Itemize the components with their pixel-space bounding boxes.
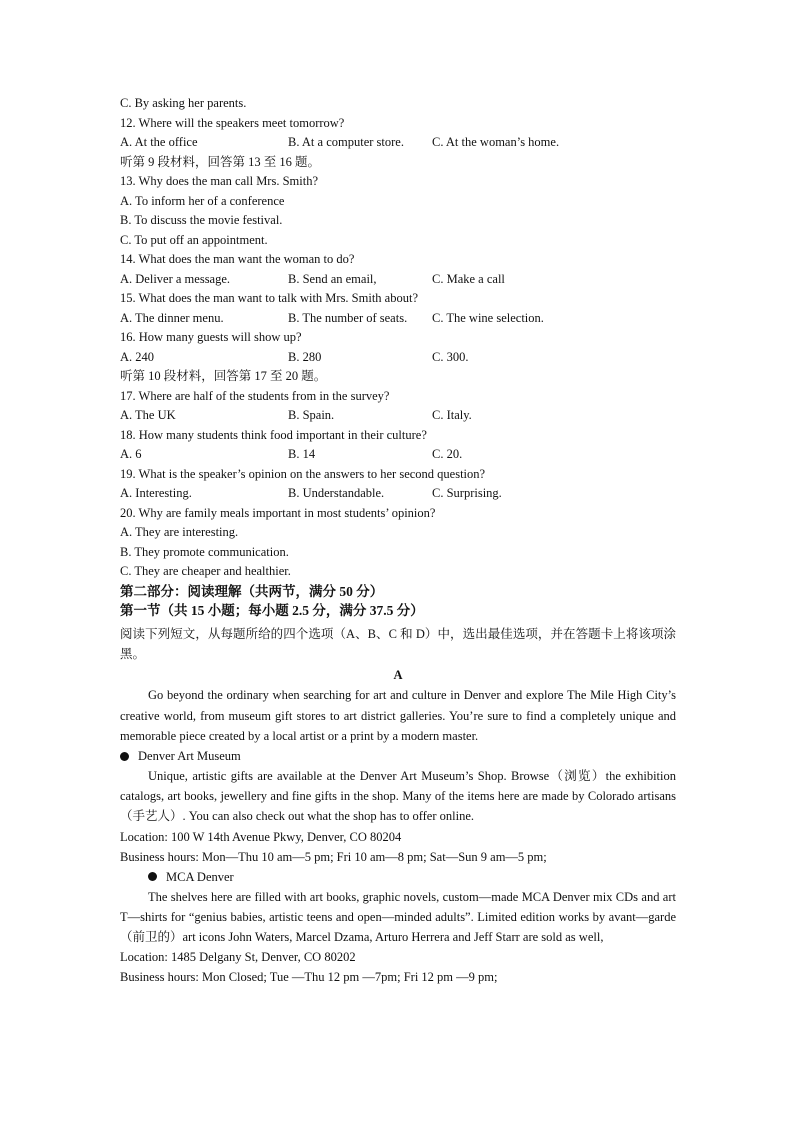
q13-option-b: B. To discuss the movie festival. — [120, 213, 283, 227]
page-content — [120, 94, 676, 987]
q15-options — [120, 309, 676, 329]
museum-location: Location: 100 W 14th Avenue Pkwy, Denver, CO 80204 — [120, 829, 402, 844]
section-1-title: 第一节（共 15 小题；每小题 2.5 分，满分 37.5 分） — [120, 603, 424, 618]
q11-option-c: C. By asking her parents. — [120, 96, 247, 110]
section-10-heading: 听第 10 段材料，回答第 17 至 20 题。 — [120, 369, 327, 383]
bullet-icon — [120, 752, 129, 761]
q20-option-a: A. They are interesting. — [120, 525, 239, 539]
q15-question: 15. What does the man want to talk with Mrs. Smith about? — [120, 291, 418, 305]
q13-question: 13. Why does the man call Mrs. Smith? — [120, 174, 319, 188]
q18-option-a: A. 6 — [120, 447, 142, 461]
q13-option-c: C. To put off an appointment. — [120, 232, 268, 247]
q16-question: 16. How many guests will show up? — [120, 330, 302, 344]
q20-question: 20. Why are family meals important in most students’ opinion? — [120, 505, 436, 520]
q15-option-b: B. The number of seats. — [288, 310, 408, 325]
passage-intro: Go beyond the ordinary when searching for art and culture in Denver and explore The Mile High City’s creative world, from museum gift stores to art district galleries. You’re sure to find a completely unique and memorable piece created by a local artist or a print by a modern master. — [120, 688, 676, 743]
mca-name: MCA Denver — [166, 869, 234, 884]
q20-option-b: B. They promote communication. — [120, 544, 289, 559]
denver-art-museum-heading — [120, 746, 676, 766]
q14-options — [120, 270, 676, 290]
q20-option-c: C. They are cheaper and healthier. — [120, 564, 291, 578]
q18-question: 18. How many students think food important in their culture? — [120, 427, 427, 442]
museum-description: Unique, artistic gifts are available at the Denver Art Museum’s Shop. Browse（浏览）the exhibition catalogs, art books, jewellery and fine gifts in the shop. Many of the items here are made by Colorado artisans（手艺人）. You can also check out what the shop has to offer online. — [120, 769, 676, 824]
q16-option-a: A. 240 — [120, 349, 155, 364]
part-2-title: 第二部分：阅读理解（共两节，满分 50 分） — [120, 583, 384, 599]
q12-option-b: B. At a computer store. — [288, 135, 404, 149]
q14-option-a: A. Deliver a message. — [120, 271, 231, 286]
mca-description: The shelves here are filled with art books, graphic novels, custom—made MCA Denver mix CDs and art T—shirts for “genius babies, artistic teens and open—minded adults”. Limited edition works by avant—garde（前卫的）art icons John Waters, Marcel Dzama, Arturo Herrera and Jeff Starr are sold as well, — [120, 889, 676, 945]
q13-option-a: A. To inform her of a conference — [120, 193, 285, 208]
q18-option-c: C. 20. — [432, 447, 463, 461]
q14-option-c: C. Make a call — [432, 271, 505, 286]
q14-question: 14. What does the man want the woman to do? — [120, 252, 355, 266]
q19-question: 19. What is the speaker’s opinion on the answers to her second question? — [120, 466, 486, 481]
q17-option-a: A. The UK — [120, 408, 176, 422]
q12-options — [120, 133, 676, 153]
museum-hours: Business hours: Mon—Thu 10 am—5 pm; Fri 10 am—8 pm; Sat—Sun 9 am—5 pm; — [120, 849, 547, 864]
q15-option-a: A. The dinner menu. — [120, 310, 224, 325]
q17-option-b: B. Spain. — [288, 408, 335, 422]
museum-name: Denver Art Museum — [138, 749, 241, 764]
q19-option-b: B. Understandable. — [288, 486, 385, 500]
mca-denver-heading — [120, 867, 676, 887]
reading-instructions: 阅读下列短文，从每题所给的四个选项（A、B、C 和 D）中，选出最佳选项，并在答题卡上将该项涂黑。 — [120, 626, 676, 661]
q16-option-c: C. 300. — [432, 349, 469, 364]
q12-option-c: C. At the woman’s home. — [432, 135, 560, 149]
mca-location: Location: 1485 Delgany St, Denver, CO 80202 — [120, 950, 356, 965]
q19-option-c: C. Surprising. — [432, 486, 502, 500]
q14-option-b: B. Send an email, — [288, 271, 377, 286]
bullet-icon — [148, 872, 157, 881]
q17-question: 17. Where are half of the students from in the survey? — [120, 388, 390, 403]
q17-option-c: C. Italy. — [432, 408, 472, 422]
q17-options — [120, 406, 676, 426]
passage-label: A — [393, 667, 403, 682]
q16-option-b: B. 280 — [288, 349, 322, 364]
section-9-heading: 听第 9 段材料，回答第 13 至 16 题。 — [120, 154, 321, 169]
q12-question: 12. Where will the speakers meet tomorrow? — [120, 115, 345, 130]
q18-option-b: B. 14 — [288, 447, 316, 461]
q19-option-a: A. Interesting. — [120, 486, 192, 500]
q19-options — [120, 484, 676, 504]
q15-option-c: C. The wine selection. — [432, 310, 544, 325]
mca-hours: Business hours: Mon Closed; Tue —Thu 12 pm —7pm; Fri 12 pm —9 pm; — [120, 970, 498, 985]
q12-option-a: A. At the office — [120, 135, 198, 149]
q16-options — [120, 348, 676, 368]
q18-options — [120, 445, 676, 465]
